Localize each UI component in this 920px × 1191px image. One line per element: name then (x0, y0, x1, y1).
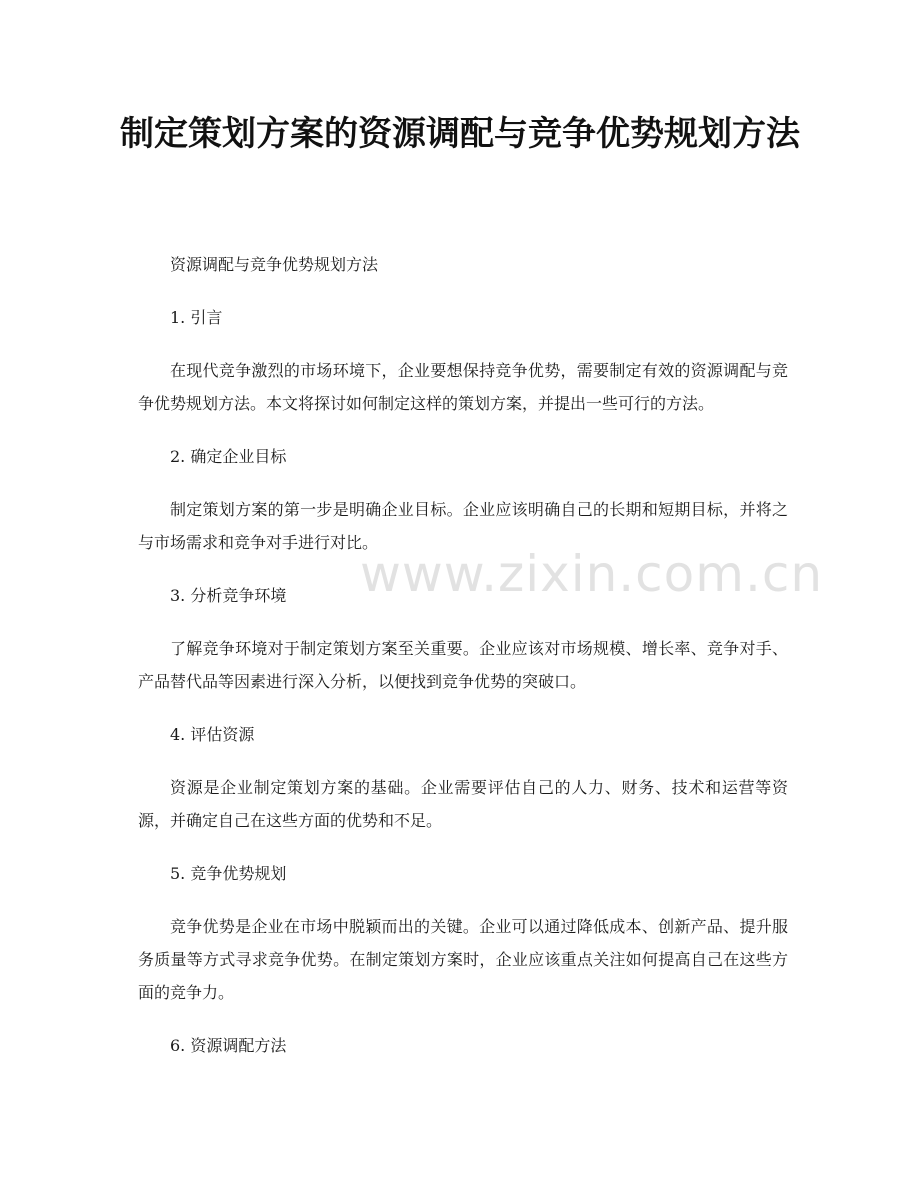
paragraph: 制定策划方案的第一步是明确企业目标。企业应该明确自己的长期和短期目标，并将之与市场需求和竞争对手进行对比。 (138, 500, 788, 552)
paragraph: 了解竞争环境对于制定策划方案至关重要。企业应该对市场规模、增长率、竞争对手、产品替代品等因素进行深入分析，以便找到竞争优势的突破口。 (138, 639, 788, 691)
section-heading: 4. 评估资源 (170, 725, 255, 744)
section-heading: 6. 资源调配方法 (170, 1036, 287, 1055)
section-heading: 2. 确定企业目标 (170, 447, 287, 466)
section-heading: 3. 分析竞争环境 (170, 586, 287, 605)
paragraph: 竞争优势是企业在市场中脱颖而出的关键。企业可以通过降低成本、创新产品、提升服务质量等方式寻求竞争优势。在制定策划方案时，企业应该重点关注如何提高自己在这些方面的竞争力。 (138, 917, 788, 1002)
paragraph: 资源是企业制定策划方案的基础。企业需要评估自己的人力、财务、技术和运营等资源，并确定自己在这些方面的优势和不足。 (138, 778, 788, 830)
paragraph: 在现代竞争激烈的市场环境下，企业要想保持竞争优势，需要制定有效的资源调配与竞争优势规划方法。本文将探讨如何制定这样的策划方案，并提出一些可行的方法。 (138, 361, 788, 413)
section-heading: 5. 竞争优势规划 (170, 864, 287, 883)
section-heading: 资源调配与竞争优势规划方法 (170, 255, 379, 274)
watermark: www.zixin.com.cn (360, 545, 824, 603)
document-title: 制定策划方案的资源调配与竞争优势规划方法 (120, 114, 800, 154)
section-heading: 1. 引言 (170, 308, 223, 327)
document-body (138, 248, 788, 1082)
